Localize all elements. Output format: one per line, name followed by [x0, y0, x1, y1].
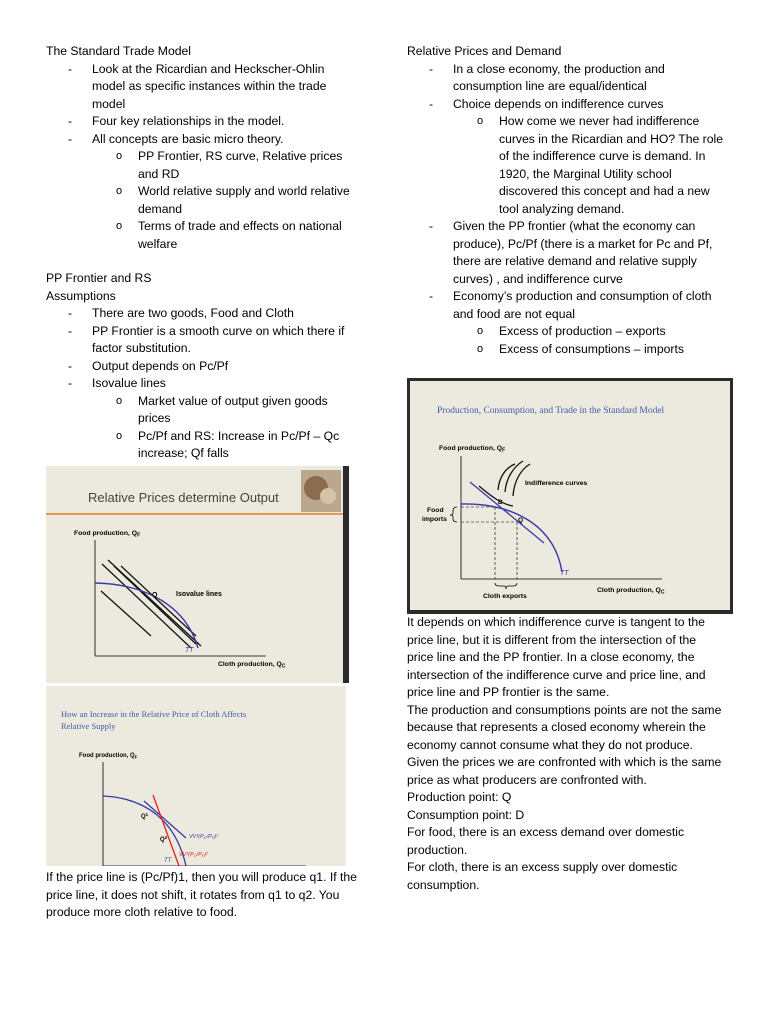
- paragraph: For food, there is an excess demand over domestic production.: [407, 825, 685, 857]
- vv2-label: VV²(PC/PF)²: [179, 852, 208, 858]
- heading-relative-prices-demand: Relative Prices and Demand: [407, 44, 562, 58]
- heading-assumptions: Assumptions: [46, 288, 116, 303]
- list-standard-trade: [46, 61, 358, 254]
- y-axis-label: Food production, $Q_F$: [74, 530, 141, 539]
- isovalue-label: Isovalue lines: [176, 591, 222, 598]
- heading-standard-trade-model: The Standard Trade Model: [46, 44, 191, 58]
- x-axis-label: Cloth production, $Q_C$: [597, 587, 665, 596]
- list-item: - PP Frontier is a smooth curve on which there if factor substitution.: [46, 323, 358, 358]
- q1-label: $Q^1$: [141, 812, 149, 820]
- list-item: o Pc/Pf and RS: Increase in Pc/Pf – Qc increase; Qf falls: [46, 428, 358, 463]
- y-axis-label: Food production, $Q_F$: [439, 445, 506, 454]
- figure-title: Relative Prices determine Output: [88, 490, 279, 505]
- food-imports-label-2: imports: [422, 516, 447, 523]
- y-axis-label: Food production, $Q_F$: [79, 753, 138, 760]
- list-item: - Isovalue lines: [46, 375, 358, 393]
- list-relative-prices: [407, 61, 727, 359]
- list-assumptions: [46, 305, 358, 463]
- figure-title: Production, Consumption, and Trade in the Standard Model: [437, 406, 665, 416]
- paragraph: The production and consumptions points are not the same because that represents a closed economy wherein the economy cannot consume what they do not produce.: [407, 702, 722, 752]
- list-item: - Choice depends on indifference curves: [407, 96, 727, 114]
- list-item: o Terms of trade and effects on national welfare: [46, 218, 358, 253]
- paragraph: Given the prices we are confronted with which is the same price as what producers are confronted with.: [407, 755, 722, 787]
- list-item: - Given the PP frontier (what the economy can produce), Pc/Pf (there is a market for Pc and Pf, there are relative demand and relative supply curves) , and indifference curve: [407, 218, 727, 288]
- paragraph: Consumption point: D: [407, 807, 525, 822]
- q-label: Q: [152, 592, 158, 599]
- vv1-label: VV¹(PC/PF)¹: [189, 834, 218, 840]
- list-item: - Economy’s production and consumption of cloth and food are not equal: [407, 288, 727, 323]
- indifference-label: Indifference curves: [525, 480, 588, 487]
- heading-pp-frontier: PP Frontier and RS: [46, 271, 152, 285]
- figure-title-line2: Relative Supply: [61, 721, 116, 731]
- list-item: o Excess of consumptions – imports: [407, 341, 727, 359]
- list-item: o PP Frontier, RS curve, Relative prices and RD: [46, 148, 358, 183]
- right-paragraphs: [407, 614, 725, 894]
- list-item: o World relative supply and world relative demand: [46, 183, 358, 218]
- right-column: [407, 43, 727, 358]
- figure-production-consumption-trade: [407, 378, 733, 614]
- list-item: o How come we never had indifference curves in the Ricardian and HO? The role of the indifference curve is demand. In 1920, the Marginal Utility school discovered this concept and had a new tool analyzing demand.: [407, 113, 727, 218]
- paragraph: It depends on which indifference curve is tangent to the price line, but it is different from the intersection of the price line and the PP frontier. In a close economy, the intersection of the indifference curve and price line, and price line and PP frontier is the same.: [407, 615, 706, 699]
- d-label: D: [498, 499, 503, 506]
- q2-label: $Q^2$: [160, 835, 168, 843]
- q-label: Q: [518, 517, 524, 524]
- food-imports-label-1: Food: [427, 507, 444, 514]
- list-item: o Excess of production – exports: [407, 323, 727, 341]
- list-item: - There are two goods, Food and Cloth: [46, 305, 358, 323]
- figure-title-line1: How an Increase in the Relative Price of Cloth Affects: [61, 709, 247, 719]
- cloth-exports-label: Cloth exports: [483, 593, 527, 600]
- figure-relative-price-cloth: [46, 686, 346, 866]
- paragraph: Production point: Q: [407, 790, 512, 804]
- list-item: - All concepts are basic micro theory.: [46, 131, 358, 149]
- list-item: o Market value of output given goods prices: [46, 393, 358, 428]
- paragraph: For cloth, there is an excess supply over domestic consumption.: [407, 860, 678, 892]
- left-column: [46, 43, 358, 463]
- list-item: - Look at the Ricardian and Heckscher-Ohlin model as specific instances within the trade model: [46, 61, 358, 114]
- list-item: - Output depends on Pc/Pf: [46, 358, 358, 376]
- figure-caption: If the price line is (Pc/Pf)1, then you will produce q1. If the price line, it does not shift, it rotates from q1 to q2. You produce more cloth relative to food.: [46, 870, 357, 919]
- list-item: - In a close economy, the production and consumption line are equal/identical: [407, 61, 727, 96]
- x-axis-label: Cloth production, $Q_C$: [218, 661, 286, 670]
- list-item: - Four key relationships in the model.: [46, 113, 358, 131]
- tt-label: TT: [560, 570, 569, 577]
- tt-label: TT: [185, 647, 194, 654]
- figure-relative-prices-output: [46, 466, 349, 683]
- tt-label: TT: [164, 858, 172, 864]
